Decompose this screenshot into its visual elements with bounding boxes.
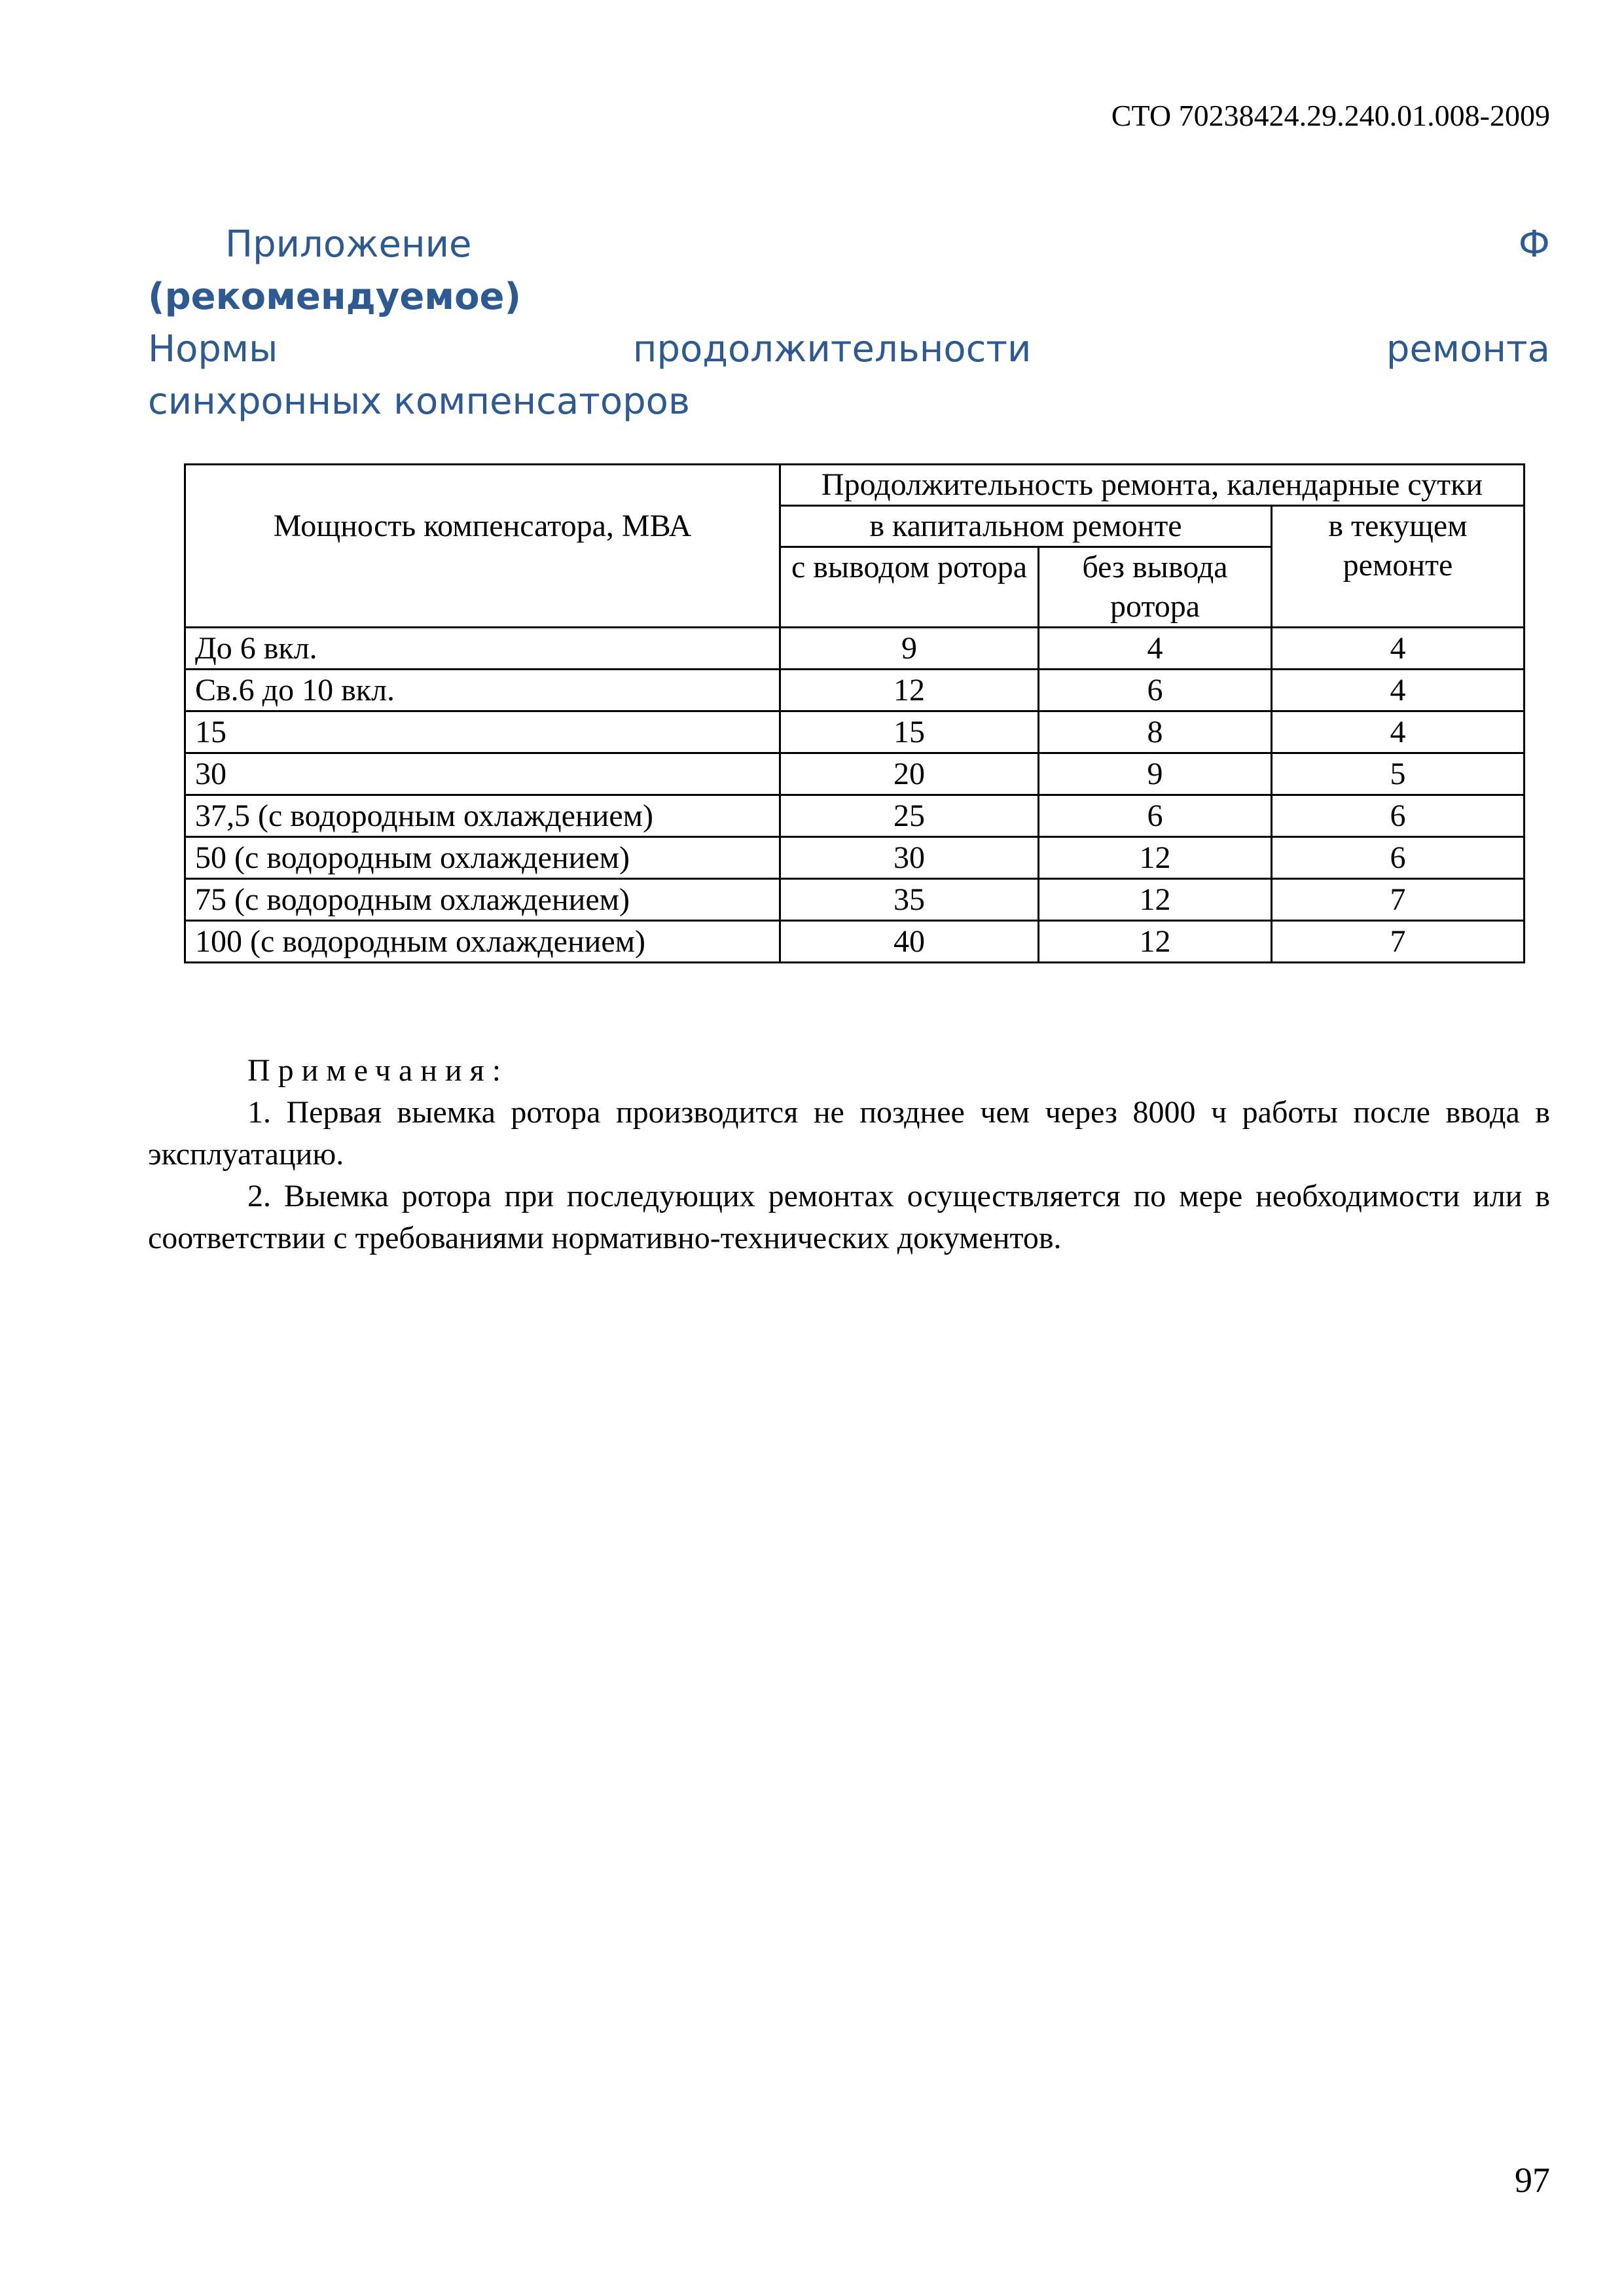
cell-without-rotor: 12 [1039, 879, 1272, 921]
cell-without-rotor: 6 [1039, 670, 1272, 711]
appendix-kind: (рекомендуемое) [148, 276, 522, 318]
notes-title: Примечания: [247, 1053, 509, 1088]
cell-without-rotor: 8 [1039, 711, 1272, 753]
header-capital: в капитальном ремонте [780, 506, 1272, 547]
cell-current: 4 [1272, 711, 1525, 753]
cell-without-rotor: 9 [1039, 753, 1272, 795]
cell-with-rotor: 40 [780, 921, 1039, 963]
cell-power: 15 [185, 711, 780, 753]
cell-power: 37,5 (с водородным охлаждением) [185, 795, 780, 837]
cell-current: 4 [1272, 628, 1525, 670]
cell-without-rotor: 4 [1039, 628, 1272, 670]
title-word: продолжительности [632, 328, 1032, 370]
table-row [185, 837, 1525, 879]
cell-with-rotor: 12 [780, 670, 1039, 711]
note-item: 2. Выемка ротора при последующих ремонтах осуществляется по мере необходимости или в соответствии с требованиями нормативно-технических документов. [148, 1179, 1550, 1255]
repair-norms-table [184, 463, 1525, 963]
cell-current: 4 [1272, 670, 1525, 711]
header-duration: Продолжительность ремонта, календарные сутки [780, 465, 1525, 506]
table-row [185, 921, 1525, 963]
cell-without-rotor: 12 [1039, 837, 1272, 879]
cell-without-rotor: 12 [1039, 921, 1272, 963]
document-code: СТО 70238424.29.240.01.008-2009 [1111, 99, 1550, 132]
cell-without-rotor: 6 [1039, 795, 1272, 837]
table-row [185, 795, 1525, 837]
cell-power: До 6 вкл. [185, 628, 780, 670]
cell-with-rotor: 30 [780, 837, 1039, 879]
table-row [185, 753, 1525, 795]
cell-with-rotor: 35 [780, 879, 1039, 921]
cell-current: 5 [1272, 753, 1525, 795]
title-line-2: синхронных компенсаторов [148, 380, 690, 423]
note-item: 1. Первая выемка ротора производится не позднее чем через 8000 ч работы после ввода в эксплуатацию. [148, 1095, 1550, 1172]
cell-current: 7 [1272, 921, 1525, 963]
notes-section [148, 1050, 1550, 1259]
page-number: 97 [1515, 2161, 1550, 2200]
cell-power: 30 [185, 753, 780, 795]
cell-with-rotor: 9 [780, 628, 1039, 670]
cell-current: 6 [1272, 795, 1525, 837]
table-row [185, 879, 1525, 921]
header-with-rotor: с выводом ротора [780, 547, 1039, 628]
table-row [185, 628, 1525, 670]
appendix-word: Приложение [225, 223, 472, 266]
cell-power: 50 (с водородным охлаждением) [185, 837, 780, 879]
header-without-rotor: без вывода ротора [1039, 547, 1272, 628]
cell-current: 6 [1272, 837, 1525, 879]
title-word: Нормы [148, 328, 278, 370]
cell-current: 7 [1272, 879, 1525, 921]
table-row [185, 670, 1525, 711]
header-current: в текущем ремонте [1272, 506, 1525, 628]
appendix-letter: Ф [1518, 223, 1550, 266]
table-row [185, 711, 1525, 753]
title-word: ремонта [1386, 328, 1550, 370]
cell-with-rotor: 25 [780, 795, 1039, 837]
appendix-heading [148, 219, 1550, 428]
cell-power: 100 (с водородным охлаждением) [185, 921, 780, 963]
cell-with-rotor: 20 [780, 753, 1039, 795]
cell-power: Св.6 до 10 вкл. [185, 670, 780, 711]
cell-power: 75 (с водородным охлаждением) [185, 879, 780, 921]
cell-with-rotor: 15 [780, 711, 1039, 753]
header-power: Мощность компенсатора, МВА [185, 465, 780, 628]
